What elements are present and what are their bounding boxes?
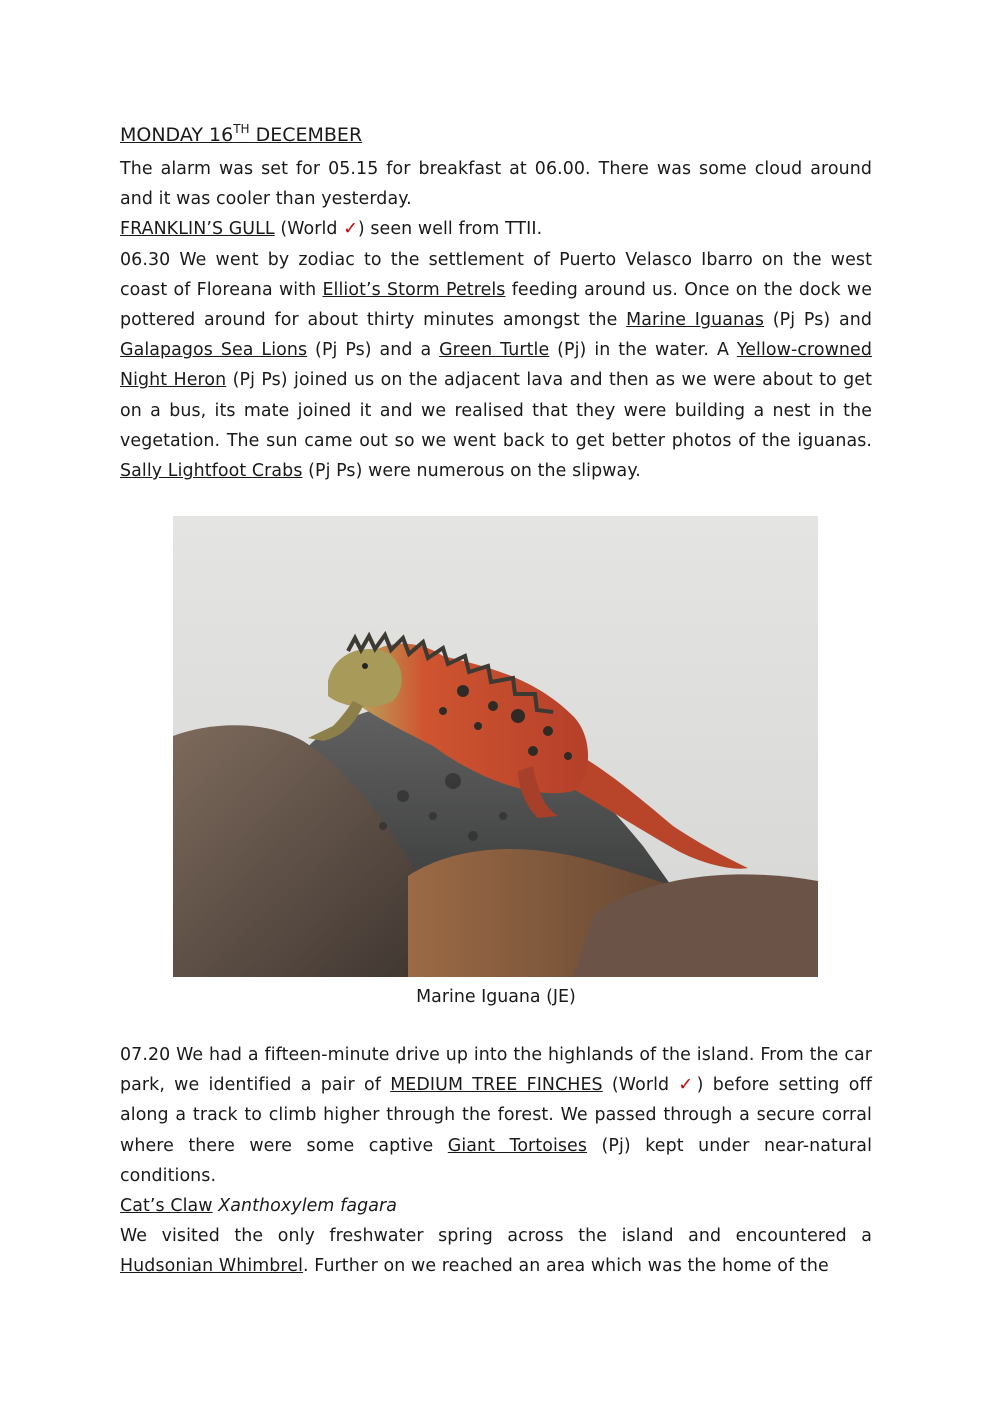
paragraph-spring: We visited the only freshwater spring across the island and encountered a Hudsonian Whimbrel. Further on we reached an area which was the home of the — [120, 1226, 872, 1277]
photo-caption: Marine Iguana (JE) — [416, 987, 576, 1007]
species-franklins-gull: FRANKLIN’S GULL — [120, 219, 275, 240]
paragraph-zodiac: 06.30 We went by zodiac to the settlement of Puerto Velasco Ibarro on the west coast of Floreana with Elliot’s Storm Petrels feeding around us. Once on the dock we pottered around for about thirty minutes amongst the Marine Iguanas (Pj Ps) and Galapagos Sea Lions (Pj Ps) and a Green Turtle (Pj) in the water. A Yellow-crowned Night Heron (Pj Ps) joined us on the adjacent lava and then as we were about to get on a bus, its mate joined it and we realised that they were building a nest in the vegetation. The sun came out so we went back to get better photos of the iguanas. Sally Lightfoot Crabs (Pj Ps) were numerous on the slipway. — [120, 249, 872, 482]
plant-cats-claw: Cat’s Claw — [120, 1196, 213, 1217]
species-green-turtle: Green Turtle — [439, 340, 550, 361]
species-sea-lions: Galapagos Sea Lions — [120, 340, 308, 361]
paragraph-highlands: 07.20 We had a fifteen-minute drive up into the highlands of the island. From the car park, we identified a pair of MEDIUM TREE FINCHES (World ✓) before setting off along a track to climb higher through the forest. We passed through a secure corral where there were some captive Giant Tortoises (Pj) kept under near-natural conditions. — [120, 1045, 873, 1186]
iguana-eye — [362, 663, 368, 669]
bottom-text-block — [120, 1040, 872, 1282]
paragraph-cats-claw — [120, 1191, 872, 1221]
plant-latin-name: Xanthoxylem fagara — [218, 1196, 397, 1217]
species-marine-iguanas: Marine Iguanas — [626, 310, 765, 331]
checkmark-icon: ✓ — [343, 219, 358, 240]
marine-iguana-photo — [173, 516, 818, 977]
top-text-block — [120, 154, 872, 486]
species-storm-petrels: Elliot’s Storm Petrels — [322, 279, 506, 300]
species-sally-lightfoot-crabs: Sally Lightfoot Crabs — [120, 461, 303, 482]
species-night-heron: Yellow-crowned Night Heron — [120, 340, 872, 391]
species-giant-tortoises: Giant Tortoises — [447, 1135, 588, 1156]
species-hudsonian-whimbrel: Hudsonian Whimbrel — [120, 1256, 304, 1277]
species-medium-tree-finches: MEDIUM TREE FINCHES — [390, 1075, 603, 1096]
paragraph-alarm: The alarm was set for 05.15 for breakfast at 06.00. There was some cloud around and it was cooler than yesterday. — [120, 159, 872, 210]
checkmark-icon: ✓ — [678, 1075, 697, 1096]
page-title: MONDAY 16TH DECEMBER — [120, 122, 363, 146]
paragraph-franklins-gull: FRANKLIN’S GULL (World ✓) seen well from TTII. — [120, 219, 543, 240]
